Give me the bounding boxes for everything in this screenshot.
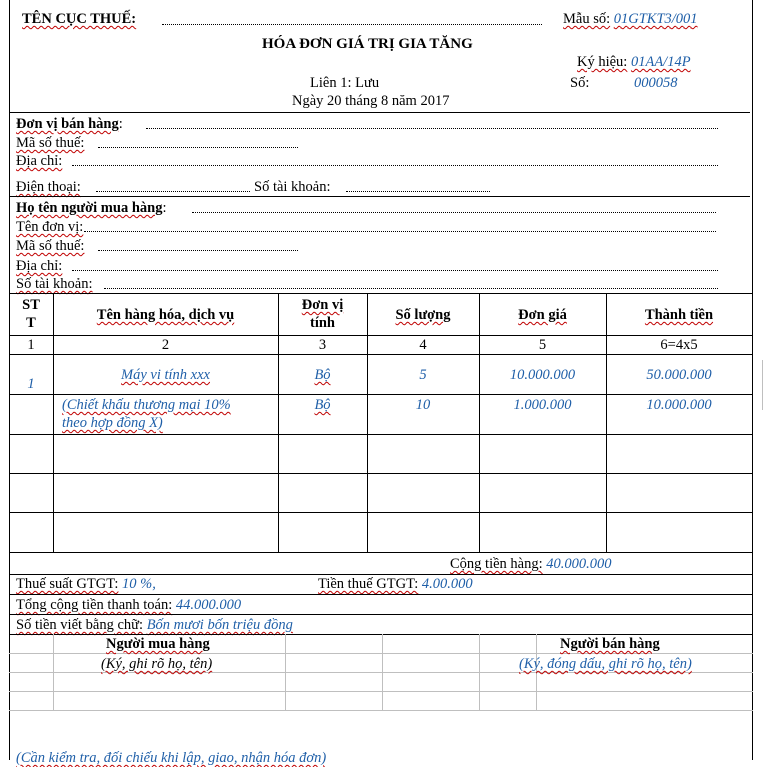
idx-2: 2 <box>161 337 170 353</box>
grid-vline-3 <box>382 634 383 710</box>
grand-total: Tổng cộng tiền thanh toán: 44.000.000 <box>16 597 242 613</box>
col-sep-4 <box>479 293 480 552</box>
th-unit: Đơn vị tính <box>301 297 344 331</box>
number-value: 000058 <box>634 75 678 91</box>
seller-phone-dots <box>96 191 250 192</box>
grid-line-1 <box>9 653 753 654</box>
frame-right <box>752 0 753 760</box>
row1-stt: 1 <box>27 376 35 392</box>
col-sep-5 <box>606 293 607 552</box>
seller-phone-label: Điện thoại: <box>16 179 81 195</box>
col-sep-3 <box>367 293 368 552</box>
grid-vline-4 <box>479 634 480 710</box>
row1-price: 10.000.000 <box>509 367 576 383</box>
table-row2-bottom <box>9 434 753 435</box>
idx-6: 6=4x5 <box>660 337 698 353</box>
th-stt: ST T <box>22 297 40 331</box>
seller-sign-note: (Ký, đóng dấu, ghi rõ họ, tên) <box>519 656 692 672</box>
side-marker <box>762 360 763 410</box>
seller-account-label: Số tài khoản: <box>254 179 331 195</box>
row2-unit: Bộ <box>314 397 331 413</box>
row1-name: Máy vi tính xxx <box>121 367 210 383</box>
header-divider <box>9 112 750 113</box>
buyer-unit-dots <box>84 231 716 232</box>
buyer-tax-code-dots <box>98 250 298 251</box>
buyer-unit-label: Tên đơn vị: <box>16 219 84 235</box>
col-sep-1 <box>53 293 54 552</box>
buyer-account-label: Số tài khoản: <box>16 276 93 292</box>
row1-qty: 5 <box>419 367 427 383</box>
table-index-bottom <box>9 354 753 355</box>
th-name: Tên hàng hóa, dịch vụ <box>96 307 235 323</box>
seller-address-label: Địa chỉ: <box>16 153 63 169</box>
grid-line-3 <box>9 691 753 692</box>
vat-rate: Thuế suất GTGT: 10 %, <box>16 576 156 592</box>
buyer-name-label: Họ tên người mua hàng: <box>16 200 167 216</box>
vat-divider <box>9 594 753 595</box>
row2-qty: 10 <box>415 397 431 413</box>
buyer-name-dots <box>192 212 716 213</box>
buyer-account-dots <box>104 288 718 289</box>
idx-5: 5 <box>538 337 547 353</box>
seller-account-dots <box>346 191 490 192</box>
seller-divider <box>9 196 750 197</box>
copy-label: Liên 1: Lưu <box>310 75 380 91</box>
table-row3-bottom <box>9 473 753 474</box>
buyer-tax-code-label: Mã số thuế: <box>16 238 85 254</box>
seller-unit-dots <box>146 128 718 129</box>
row1-unit: Bộ <box>314 367 331 383</box>
tax-office-label: TÊN CỤC THUẾ: <box>22 11 137 27</box>
row2-name: (Chiết khấu thương mại 10% theo hợp đồng X) <box>62 397 231 431</box>
grid-vline-1 <box>53 634 54 710</box>
table-bottom <box>9 552 753 553</box>
grid-line-4 <box>9 710 753 711</box>
row2-amount: 10.000.000 <box>646 397 712 413</box>
table-top <box>9 293 753 294</box>
row2-price: 1.000.000 <box>513 397 572 413</box>
invoice-date: Ngày 20 tháng 8 năm 2017 <box>292 93 450 109</box>
buyer-sign-note: (Ký, ghi rõ họ, tên) <box>101 656 213 672</box>
seller-address-dots <box>72 165 718 166</box>
seller-tax-code-label: Mã số thuế: <box>16 135 85 151</box>
grid-vline-2 <box>285 634 286 710</box>
buyer-address-label: Địa chỉ: <box>16 258 63 274</box>
th-qty: Số lượng <box>395 307 451 323</box>
th-amount: Thành tiền <box>644 307 714 323</box>
invoice-title: HÓA ĐƠN GIÁ TRỊ GIA TĂNG <box>262 36 473 52</box>
th-price: Đơn giá <box>518 307 567 323</box>
seller-tax-code-dots <box>98 147 298 148</box>
form-number: Mẫu số: 01GTKT3/001 <box>563 11 698 27</box>
amount-in-words: Số tiền viết bằng chữ: Bốn mươi bốn triệu đồng <box>16 617 293 633</box>
symbol-label: Ký hiệu: 01AA/14P <box>577 54 691 70</box>
row1-amount: 50.000.000 <box>646 367 712 383</box>
buyer-address-dots <box>72 270 718 271</box>
idx-4: 4 <box>419 337 427 353</box>
idx-3: 3 <box>318 337 327 353</box>
seller-sign-title: Người bán hàng <box>560 636 660 652</box>
table-row4-bottom <box>9 512 753 513</box>
vat-amount: Tiền thuế GTGT: 4.00.000 <box>318 576 473 592</box>
tax-office-dots <box>162 24 542 25</box>
number-label: Số: <box>570 75 590 91</box>
seller-unit-label: Đơn vị bán hàng: <box>16 116 123 132</box>
goods-total: Cộng tiền hàng: 40.000.000 <box>450 556 612 572</box>
footer-note: (Cần kiểm tra, đối chiếu khi lập, giao, nhận hóa đơn) <box>16 750 327 766</box>
table-row1-bottom <box>9 394 753 395</box>
grand-total-divider <box>9 614 753 615</box>
idx-1: 1 <box>27 337 35 353</box>
buyer-sign-title: Người mua hàng <box>106 636 210 652</box>
